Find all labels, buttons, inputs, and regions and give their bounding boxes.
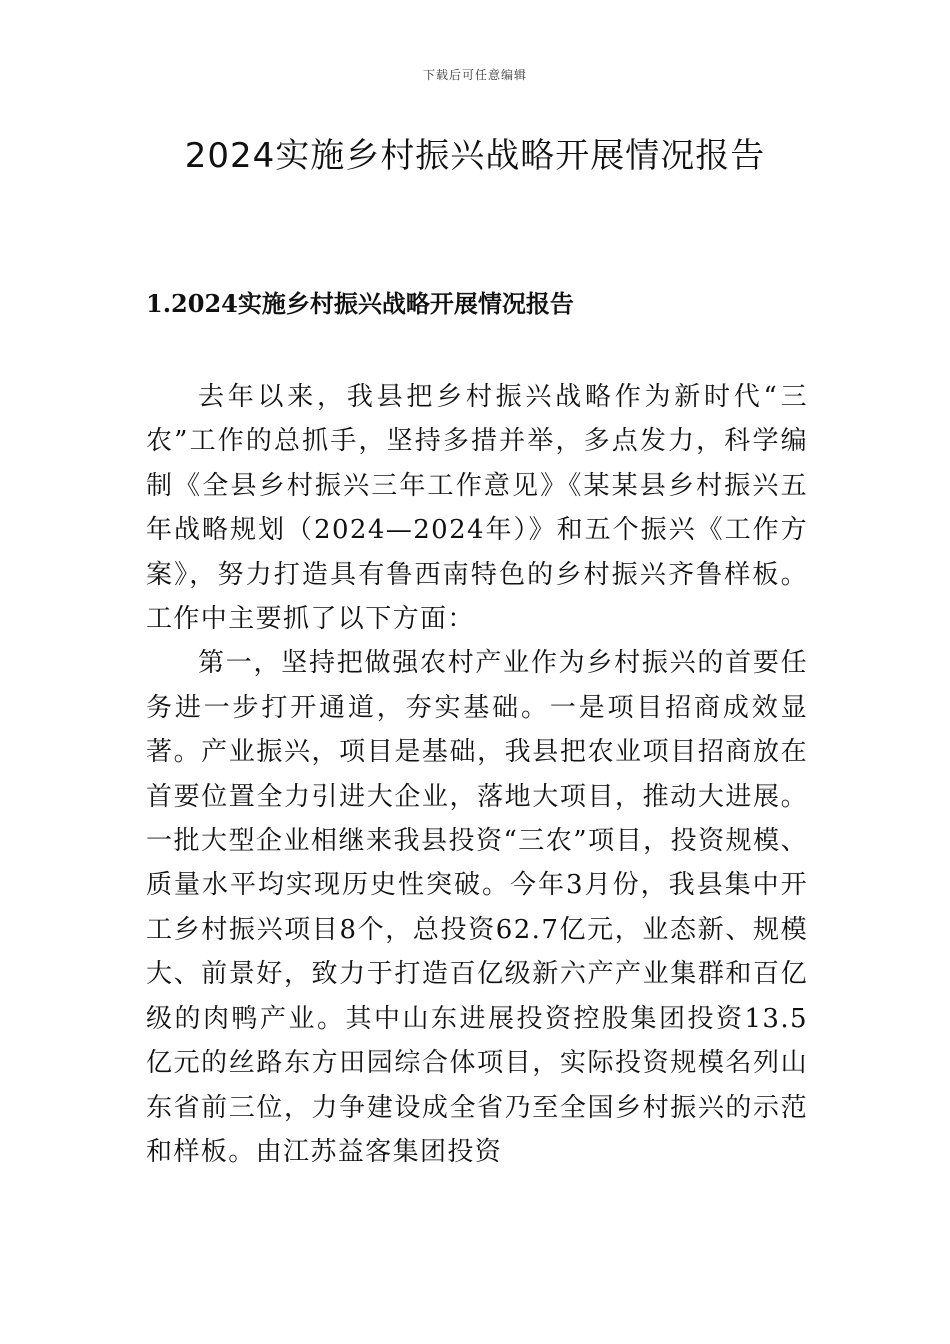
body-text: [146, 375, 808, 1174]
paragraph-intro: 去年以来，我县把乡村振兴战略作为新时代“三农”工作的总抓手，坚持多措并举，多点发力，科学编制《全县乡村振兴三年工作意见》《某某县乡村振兴五年战略规划（2024—2024年）》和五个振兴《工作方案》，努力打造具有鲁西南特色的乡村振兴齐鲁样板。工作中主要抓了以下方面：: [146, 382, 808, 635]
section-heading: 1.2024实施乡村振兴战略开展情况报告: [146, 289, 574, 318]
paragraph-first-point: 第一，坚持把做强农村产业作为乡村振兴的首要任务进一步打开通道，夯实基础。一是项目招商成效显著。产业振兴，项目是基础，我县把农业项目招商放在首要位置全力引进大企业，落地大项目，推动大进展。一批大型企业相继来我县投资“三农”项目，投资规模、质量水平均实现历史性突破。今年3月份，我县集中开工乡村振兴项目8个，总投资62.7亿元，业态新、规模大、前景好，致力于打造百亿级新六产产业集群和百亿级的肉鸭产业。其中山东进展投资控股集团投资13.5亿元的丝路东方田园综合体项目，实际投资规模名列山东省前三位，力争建设成全省乃至全国乡村振兴的示范和样板。由江苏益客集团投资: [146, 648, 808, 1167]
header-note: 下载后可任意编辑: [422, 68, 527, 82]
document-title: 2024实施乡村振兴战略开展情况报告: [184, 136, 766, 176]
